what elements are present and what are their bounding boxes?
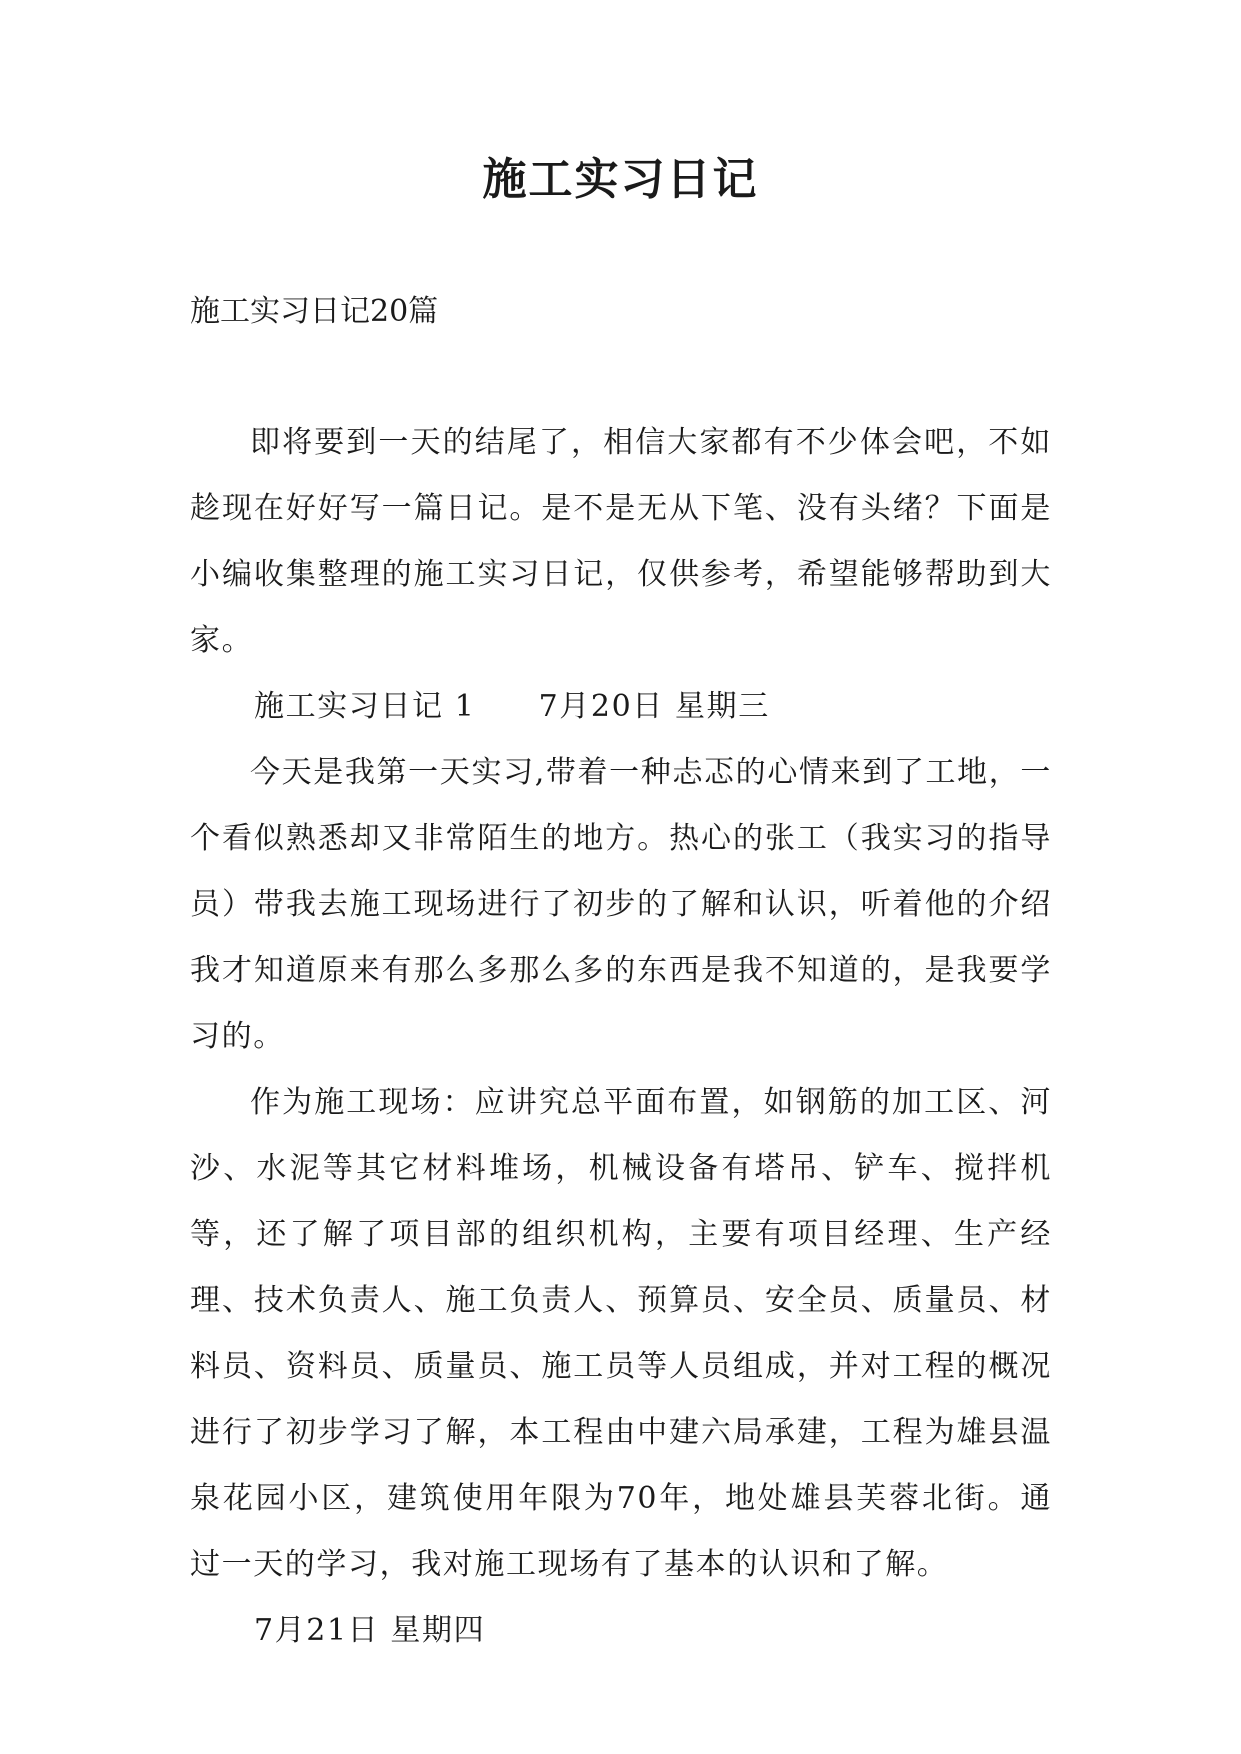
intro-paragraph: 即将要到一天的结尾了，相信大家都有不少体会吧，不如趁现在好好写一篇日记。是不是无从下笔、没有头绪？下面是小编收集整理的施工实习日记，仅供参考，希望能够帮助到大家。	[190, 425, 1052, 658]
document-title: 施工实习日记	[482, 154, 759, 205]
entry-1-heading: 施工实习日记 1 7月20日 星期三	[254, 689, 770, 724]
entry-2-heading: 7月21日 星期四	[254, 1613, 486, 1648]
document-subtitle: 施工实习日记20篇	[190, 294, 439, 329]
entry-1-paragraph-2: 作为施工现场：应讲究总平面布置，如钢筋的加工区、河沙、水泥等其它材料堆场，机械设备有塔吊、铲车、搅拌机等，还了解了项目部的组织机构，主要有项目经理、生产经理、技术负责人、施工负责人、预算员、安全员、质量员、材料员、资料员、质量员、施工员等人员组成，并对工程的概况进行了初步学习了解，本工程由中建六局承建，工程为雄县温泉花园小区，建筑使用年限为70年，地处雄县芙蓉北街。通过一天的学习，我对施工现场有了基本的认识和了解。	[190, 1085, 1052, 1582]
document-body	[190, 410, 1052, 1664]
entry-1-paragraph-1: 今天是我第一天实习,带着一种忐忑的心情来到了工地，一个看似熟悉却又非常陌生的地方。热心的张工（我实习的指导员）带我去施工现场进行了初步的了解和认识，听着他的介绍我才知道原来有那么多那么多的东西是我不知道的，是我要学习的。	[190, 755, 1052, 1054]
